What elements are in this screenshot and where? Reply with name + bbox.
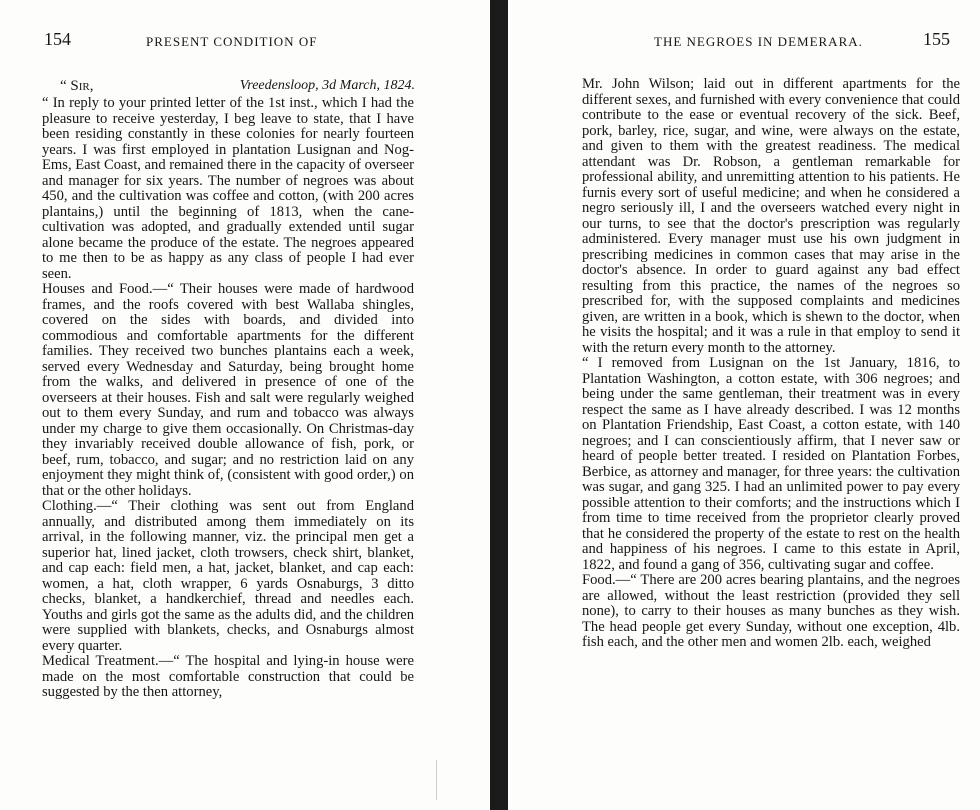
right-running-head: THE NEGROES IN DEMERARA.: [654, 34, 863, 49]
salutation: “ Sir,: [60, 78, 94, 94]
right-page-number: 155: [923, 29, 950, 49]
left-running-head: PRESENT CONDITION OF: [146, 34, 318, 49]
page-edge-line: [436, 760, 437, 800]
right-page-body: Mr. John Wilson; laid out in different apartments for the different sexes, and furnished with every convenience that could contribute to the ease or eventual recovery of the sick. Beef, pork, barley, rice, sugar, and wine, were always on the estate, and given to them with the greatest readiness. The medical attendant was Dr. Robson, a gentleman remarkable for professional ability, and unremitting attention to his patients. He furnis every sort of useful medicine; and when he considered a negro seriously ill, I and the overseers watched every night in our turns, to see that the doctor's prescription was regularly administered. Every manager must use his own judgment in prescribing medicines in common cases that may arise in the doctor's absence. In order to guard against any bad effect resulting from this practice, the names of the negroes so prescribed for, with the supposed complaints and medicines given, are written in a book, which is shewn to the doctor, when he visits the hospital; and it was a rule in that employ to send it with the return every month to the attorney. “ I removed from Lusignan on the 1st January, 1816, to Plantation Washington, a cotton estate, with 306 negroes; and being under the same gentleman, their treatment was in every respect the same as I have already described. I was 12 months on Plantation Friendship, East Coast, a cotton estate, with 140 negroes; and I can conscientiously affirm, that I never saw or heard of people better treated. I resided on Plantation Forbes, Berbice, as attorney and manager, for three years: the cultivation was sugar, and gang 325. I had an unlimited power to pay every possible attention to their comforts; and the instructions which I from time to time received from the proprietor clearly proved that he considered the property of the estate to rest on the health and happiness of his negroes. I came to this estate in April, 1822, and found a gang of 356, cultivating sugar and coffee. Food.—“ There are 200 acres bearing plantains, and the negroes are allowed, without the least restriction (provided they sell none), to carry to their houses as many bunches as they wish. The head people get every Sunday, without one exception, 4lb. fish each, and the other men and women 2lb. each, weighed: [582, 76, 960, 650]
left-page-body: “ In reply to your printed letter of the 1st inst., which I had the pleasure to receive yesterday, I beg leave to state, that I have been residing constantly in these colonies for nearly fourteen years. I was first employed in plantation Lusignan and Nog-Ems, East Coast, and remained there in the capacity of overseer and manager for six years. The number of negroes was about 450, and the cultivation was coffee and cotton, (with 200 acres plantains,) until the beginning of 1813, when the cane-cultivation was adopted, and gradually extended until sugar alone became the produce of the estate. The negroes appeared to me then to be as happy as any class of people I had ever seen. Houses and Food.—“ Their houses were made of hardwood frames, and the roofs covered with best Wallaba shingles, covered on the sides with boards, and divided into commodious and comfortable apartments for the different families. They received two bunches plantains each a week, served every Wednesday and Saturday, being brought home from the walks, and delivered in presence of one of the overseers at their houses. Fish and salt were regularly weighed out to them every Sunday, and rum and tobacco was always under my charge to give them occasionally. On Christmas-day they invariably received double allowance of fish, pork, or beef, rum, tobacco, and sugar; and no restriction laid on any enjoyment they might think of, (consistent with good order,) on that or the other holidays. Clothing.—“ Their clothing was sent out from England annually, and distributed among them immediately on its arrival, in the following manner, viz. the principal men get a superior hat, lined jacket, cloth trowsers, check shirt, blanket, and cap each: field men, a hat, jacket, blanket, and cap each: women, a hat, cloth wrapper, 6 yards Osnaburgs, 3 ditto checks, blanket, a handkerchief, thread and needles each. Youths and girls got the same as the adults did, and the children were supplied with blankets, checks, and Osnaburgs almost every quarter. Medical Treatment.—“ The hospital and lying-in house were made on the most comfortable construction that could be suggested by the then attorney,: [42, 95, 414, 700]
dateline: Vreedensloop, 3d March, 1824.: [239, 78, 415, 93]
letter-header: [60, 78, 415, 96]
left-page-number: 154: [44, 29, 71, 49]
book-gutter: [490, 0, 508, 810]
right-page: [508, 0, 980, 810]
